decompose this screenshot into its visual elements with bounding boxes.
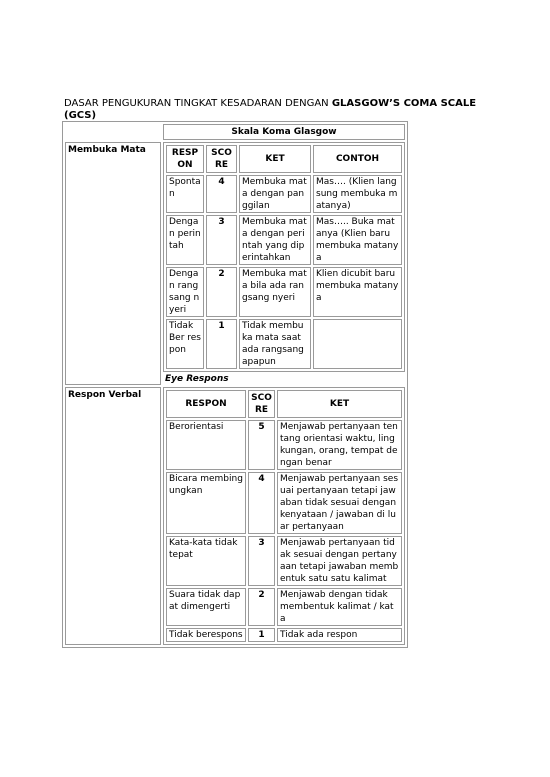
verbal-respon: Berorientasi	[166, 420, 246, 470]
verbal-score: 2	[248, 588, 275, 626]
eye-contoh: Klien dicubit baru membuka matanya	[313, 267, 402, 317]
eye-respon: Dengan rangsang nyeri	[166, 267, 204, 317]
eye-score: 2	[206, 267, 237, 317]
verbal-ket: Menjawab pertanyaan sesuai pertanyaan tetapi jawaban tidak sesuai dengan kenyataan / jawaban di luar pertanyaan	[277, 472, 402, 534]
eye-score: 4	[206, 175, 237, 213]
header-spacer	[65, 124, 161, 140]
eye-score: 3	[206, 215, 237, 265]
verbal-score: 5	[248, 420, 275, 470]
eye-contoh: Mas…. (Klien langsung membuka matanya)	[313, 175, 402, 213]
verbal-ket: Menjawab pertanyaan tentang orientasi waktu, lingkungan, orang, tempat dengan benar	[277, 420, 402, 470]
table-row	[166, 628, 402, 642]
verbal-score: 1	[248, 628, 275, 642]
verbal-respon: Bicara membingungkan	[166, 472, 246, 534]
table-row	[166, 215, 402, 265]
eye-score: 1	[206, 319, 237, 369]
verbal-col-score: SCORE	[248, 390, 275, 418]
eye-respon: Tidak Ber respon	[166, 319, 204, 369]
verbal-ket: Tidak ada respon	[277, 628, 402, 642]
eye-ket: Tidak membuka mata saat ada rangsang apapun	[239, 319, 311, 369]
verbal-col-respon: RESPON	[166, 390, 246, 418]
eye-contoh: Mas….. Buka matanya (Klien baru membuka matanya	[313, 215, 402, 265]
title-bold: GLASGOW’S COMA SCALE (GCS)	[64, 98, 477, 121]
verbal-section	[163, 387, 405, 645]
verbal-respon: Tidak berespons	[166, 628, 246, 642]
section-label-verbal: Respon Verbal	[65, 387, 161, 645]
eye-col-respon: RESPON	[166, 145, 204, 173]
eye-respon: Spontan	[166, 175, 204, 213]
table-row	[166, 536, 402, 586]
gcs-table	[62, 121, 408, 648]
verbal-ket: Menjawab dengan tidak membentuk kalimat / kata	[277, 588, 402, 626]
verbal-ket: Menjawab pertanyaan tidak sesuai dengan pertanyaan tetapi jawaban membentuk satu satu kalimat	[277, 536, 402, 586]
table-row	[166, 588, 402, 626]
verbal-respon: Kata-kata tidak tepat	[166, 536, 246, 586]
eye-contoh	[313, 319, 402, 369]
table-row	[166, 420, 402, 470]
eye-response-table	[163, 142, 405, 372]
eye-col-ket: KET	[239, 145, 311, 173]
section-label-eye: Membuka Mata	[65, 142, 161, 385]
verbal-col-ket: KET	[277, 390, 402, 418]
verbal-score: 3	[248, 536, 275, 586]
eye-col-contoh: CONTOH	[313, 145, 402, 173]
eye-section	[163, 142, 405, 385]
page-title	[64, 98, 484, 121]
eye-ket: Membuka mata dengan perintah yang diperintahkan	[239, 215, 311, 265]
table-row	[166, 472, 402, 534]
eye-col-score: SCORE	[206, 145, 237, 173]
table-row	[166, 175, 402, 213]
table-row	[166, 267, 402, 317]
table-row	[166, 319, 402, 369]
verbal-response-table	[163, 387, 405, 645]
verbal-score: 4	[248, 472, 275, 534]
eye-respon: Dengan perintah	[166, 215, 204, 265]
eye-ket: Membuka mata bila ada rangsang nyeri	[239, 267, 311, 317]
verbal-respon: Suara tidak dapat dimengerti	[166, 588, 246, 626]
table-header: Skala Koma Glasgow	[163, 124, 405, 140]
eye-caption: Eye Respons	[165, 374, 229, 384]
title-normal: DASAR PENGUKURAN TINGKAT KESADARAN DENGAN	[64, 98, 332, 109]
eye-ket: Membuka mata dengan panggilan	[239, 175, 311, 213]
